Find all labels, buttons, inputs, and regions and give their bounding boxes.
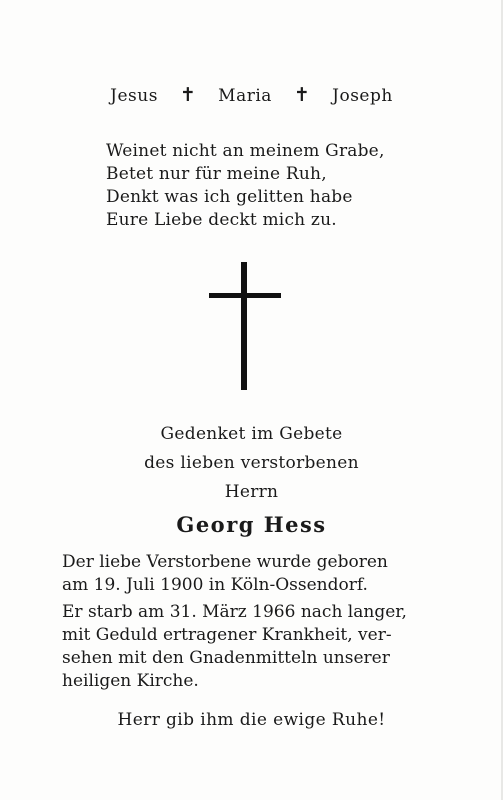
verse-line: Denkt was ich gelitten habe <box>106 187 353 207</box>
birth-line: am 19. Juli 1900 in Köln-Ossendorf. <box>62 575 368 595</box>
verse-line: Eure Liebe deckt mich zu. <box>106 210 337 230</box>
header-jesus: Jesus <box>110 86 158 106</box>
death-line: mit Geduld ertragener Krankheit, ver- <box>62 625 392 645</box>
verse-line: Weinet nicht an meinem Grabe, <box>106 141 385 161</box>
cross-vertical-bar <box>241 262 247 390</box>
death-paragraph <box>62 601 442 693</box>
death-line: heiligen Kirche. <box>62 671 199 691</box>
closing-prayer: Herr gib ihm die ewige Ruhe! <box>117 710 386 730</box>
dedication-line-3: Herrn <box>224 482 279 502</box>
death-line: sehen mit den Gnadenmitteln unserer <box>62 648 390 668</box>
header-line <box>0 84 503 106</box>
birth-line: Der liebe Verstorbene wurde geboren <box>62 552 388 572</box>
deceased-name: Georg Hess <box>176 512 327 537</box>
death-line: Er starb am 31. März 1966 nach langer, <box>62 602 407 622</box>
verse-line: Betet nur für meine Ruh, <box>106 164 327 184</box>
header-joseph: Joseph <box>332 86 393 106</box>
header-maria: Maria <box>218 86 272 106</box>
dedication-line-2: des lieben verstorbenen <box>144 453 359 473</box>
cross-symbol-icon: ✝ <box>179 84 197 106</box>
dedication-line-1: Gedenket im Gebete <box>160 424 343 444</box>
birth-paragraph <box>62 551 442 597</box>
cross-horizontal-bar <box>209 293 281 298</box>
cross-icon <box>209 262 281 390</box>
verse <box>106 140 385 232</box>
cross-symbol-icon: ✝ <box>293 84 311 106</box>
